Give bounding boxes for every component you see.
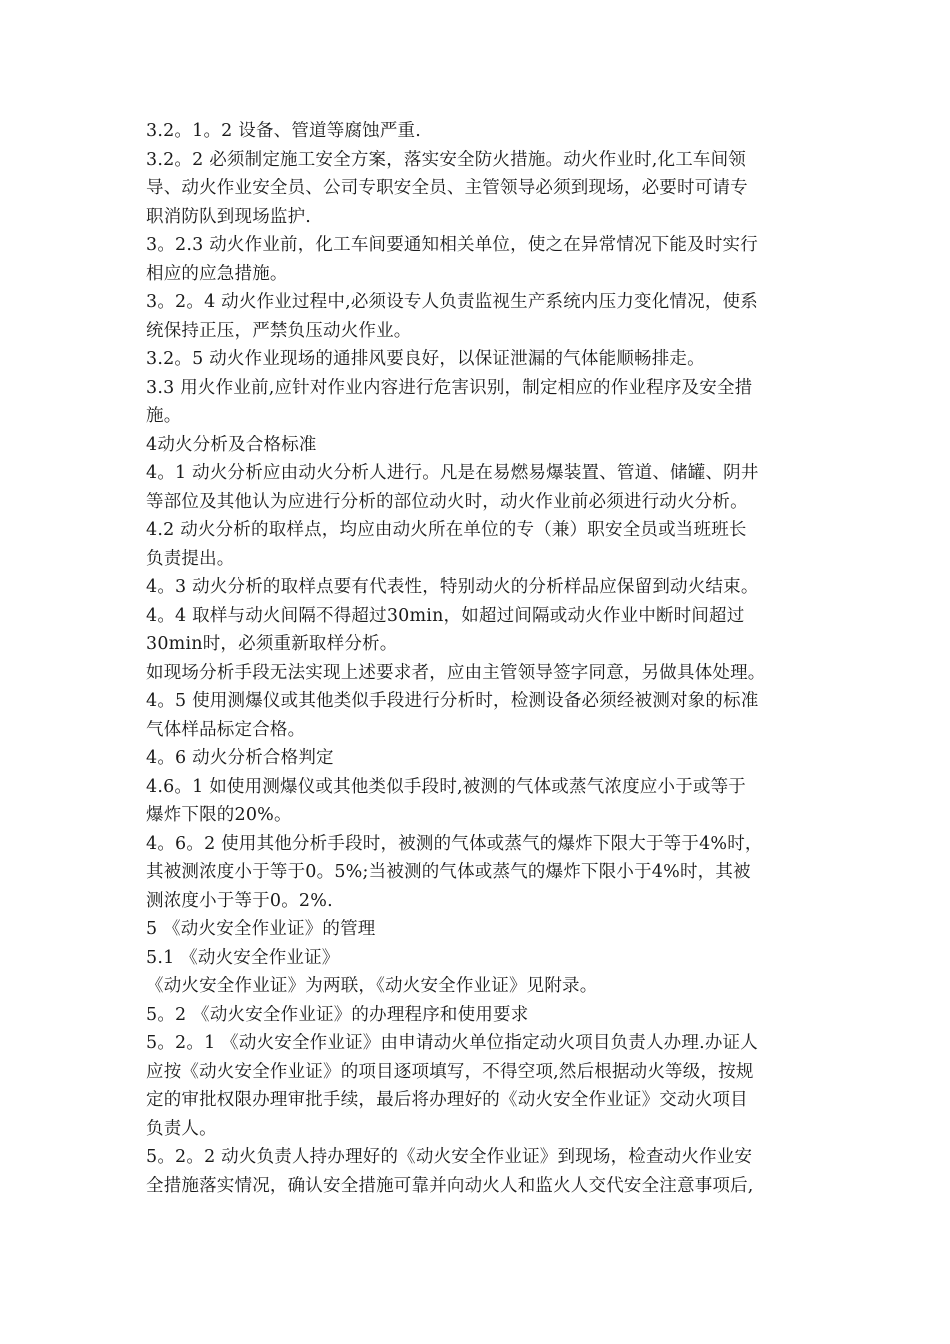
section-heading: 4动火分析及合格标准: [146, 434, 317, 455]
text-line: 5。2。2 动火负责人持办理好的《动火安全作业证》到现场，检查动火作业安: [146, 1147, 753, 1167]
text-line: 爆炸下限的20%。: [146, 805, 292, 825]
text-line: 定的审批权限办理审批手续，最后将办理好的《动火安全作业证》交动火项目: [146, 1090, 748, 1110]
document-body: [146, 117, 816, 1200]
text-line: 统保持正压，严禁负压动火作业。: [146, 320, 412, 341]
text-line: 相应的应急措施。: [146, 263, 288, 284]
text-line: 3。2。4 动火作业过程中,必须设专人负责监视生产系统内压力变化情况，使系: [146, 292, 758, 312]
text-line: 职消防队到现场监护.: [146, 206, 312, 227]
text-line: 负责提出。: [146, 548, 235, 569]
text-line: 4.2 动火分析的取样点，均应由动火所在单位的专（兼）职安全员或当班班长: [146, 520, 747, 540]
text-line: 应按《动火安全作业证》的项目逐项填写，不得空项,然后根据动火等级，按规: [146, 1061, 754, 1082]
text-line: 全措施落实情况，确认安全措施可靠并向动火人和监火人交代安全注意事项后,: [146, 1175, 754, 1196]
text-line: 5。2。1 《动火安全作业证》由申请动火单位指定动火项目负责人办理.办证人: [146, 1033, 758, 1053]
text-line: 5.1 《动火安全作业证》: [146, 947, 340, 968]
text-line: 测浓度小于等于0。2%.: [146, 890, 333, 911]
text-line: 导、动火作业安全员、公司专职安全员、主管领导必须到现场，必要时可请专: [146, 178, 748, 198]
text-line: 等部位及其他认为应进行分析的部位动火时，动火作业前必须进行动火分析。: [146, 491, 748, 512]
text-line: 3.2。2 必须制定施工安全方案，落实安全防火措施。动火作业时,化工车间领: [146, 149, 746, 170]
text-line: 如现场分析手段无法实现上述要求者，应由主管领导签字同意，另做具体处理。: [146, 662, 766, 683]
text-line: 4.6。1 如使用测爆仪或其他类似手段时,被测的气体或蒸气浓度应小于或等于: [146, 776, 746, 797]
text-line: 3.2。5 动火作业现场的通排风要良好，以保证泄漏的气体能顺畅排走。: [146, 349, 705, 369]
text-line: 3.3 用火作业前,应针对作业内容进行危害识别，制定相应的作业程序及安全措: [146, 377, 753, 398]
text-line: 4。6。2 使用其他分析手段时，被测的气体或蒸气的爆炸下限大于等于4%时，: [146, 833, 763, 854]
text-line: 其被测浓度小于等于0。5%;当被测的气体或蒸气的爆炸下限小于4%时，其被: [146, 862, 751, 882]
text-line: 4。4 取样与动火间隔不得超过30min，如超过间隔或动火作业中断时间超过: [146, 605, 745, 626]
text-line: 3。2.3 动火作业前，化工车间要通知相关单位，使之在异常情况下能及时实行: [146, 235, 758, 255]
text-line: 负责人。: [146, 1118, 217, 1139]
text-line: 3.2。1。2 设备、管道等腐蚀严重.: [146, 121, 422, 141]
text-line: 4。1 动火分析应由动火分析人进行。凡是在易燃易爆装置、管道、储罐、阴井: [146, 463, 759, 483]
section-heading: 5 《动火安全作业证》的管理: [146, 919, 376, 939]
text-line: 4。6 动火分析合格判定: [146, 748, 334, 768]
text-line: 气体样品标定合格。: [146, 719, 306, 740]
text-line: 5。2 《动火安全作业证》的办理程序和使用要求: [146, 1004, 529, 1025]
text-line: 30min时，必须重新取样分析。: [146, 634, 398, 654]
text-line: 4。5 使用测爆仪或其他类似手段进行分析时，检测设备必须经被测对象的标准: [146, 691, 759, 711]
text-line: 4。3 动火分析的取样点要有代表性，特别动火的分析样品应保留到动火结束。: [146, 577, 759, 597]
text-line: 《动火安全作业证》为两联，《动火安全作业证》见附录。: [146, 976, 598, 996]
text-line: 施。: [146, 406, 182, 426]
